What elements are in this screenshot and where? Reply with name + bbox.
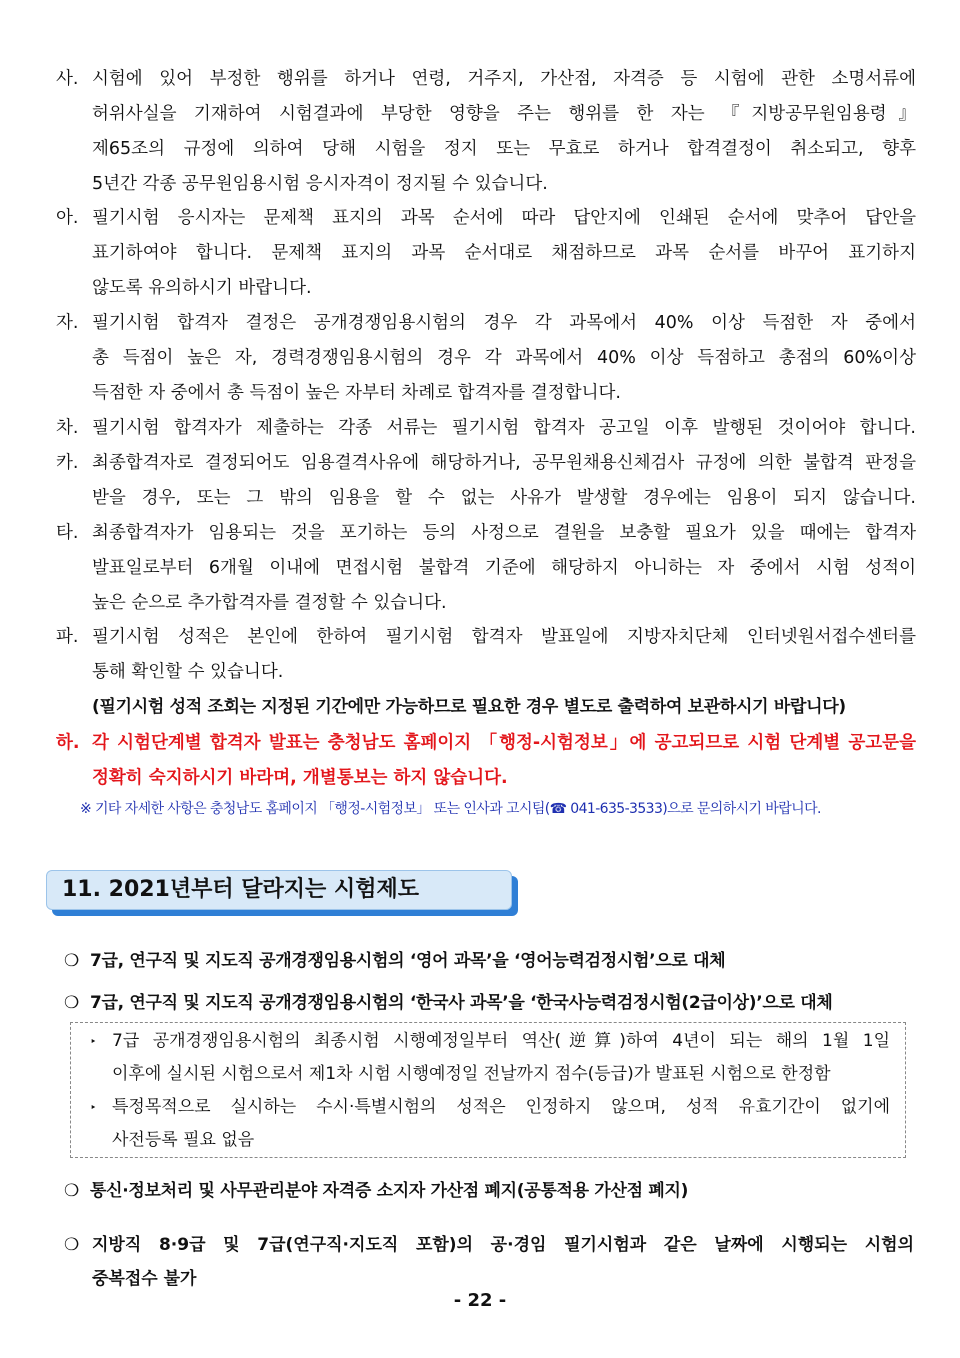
- item-line: 각 시험단계별 합격자 발표는 충청남도 홈페이지 「행정-시험정보」에 공고되므로 시험 단계별 공고문을: [92, 733, 916, 753]
- item-line: 높은 순으로 추가합격자를 결정할 수 있습니다.: [92, 593, 447, 613]
- bullet-text: 통신·정보처리 및 사무관리분야 자격증 소지자 가산점 폐지(공통적용 가산점 폐지): [90, 1181, 689, 1201]
- item-mark: 아.: [56, 208, 79, 228]
- item-mark: 자.: [56, 313, 79, 333]
- triangle-bullet-icon: ‣: [90, 1101, 97, 1114]
- triangle-bullet-icon: ‣: [90, 1035, 97, 1048]
- item-line: 않도록 유의하시기 바랍니다.: [92, 278, 312, 298]
- item-line: 정확히 숙지하시기 바라며, 개별통보는 하지 않습니다.: [92, 768, 508, 788]
- section-title: 11. 2021년부터 달라지는 시험제도: [62, 877, 419, 902]
- section-header: [46, 870, 516, 914]
- item-line: 발표일로부터 6개월 이내에 면접시험 불합격 기준에 해당하지 아니하는 자 중에서 시험 성적이: [92, 558, 916, 578]
- item-pa: [56, 620, 916, 690]
- item-mark: 파.: [56, 627, 79, 647]
- sub-item-validity: [90, 1025, 890, 1091]
- item-line: 득점한 자 중에서 총 득점이 높은 자부터 차례로 합격자를 결정합니다.: [92, 383, 621, 403]
- item-line: 표기하여야 합니다. 문제책 표지의 과목 순서대로 채점하므로 과목 순서를 바꾸어 표기하지: [92, 243, 916, 263]
- item-mark: 타.: [56, 523, 79, 543]
- item-line: 허위사실을 기재하여 시험결과에 부당한 영향을 주는 행위를 한 자는 『지방공무원임용령』: [92, 104, 916, 124]
- circle-bullet-icon: ❍: [64, 993, 79, 1013]
- circle-bullet-icon: ❍: [64, 951, 79, 971]
- item-mark: 사.: [56, 69, 79, 89]
- item-sa: [56, 62, 916, 202]
- item-cha: [56, 411, 916, 446]
- item-line: 필기시험 합격자 결정은 공개경쟁임용시험의 경우 각 과목에서 40% 이상 득점한 자 중에서: [92, 313, 916, 333]
- item-ja: [56, 306, 916, 411]
- bullet-text: 7급, 연구직 및 지도직 공개경쟁임용시험의 ‘영어 과목’을 ‘영어능력검정시험’으로 대체: [90, 951, 726, 971]
- bullet-line: 지방직 8·9급 및 7급(연구직·지도직 포함)의 공·경임 필기시험과 같은 날짜에 시행되는 시험의: [92, 1235, 914, 1255]
- item-line: 필기시험 합격자가 제출하는 각종 서류는 필기시험 합격자 공고일 이후 발행된 것이어야 합니다.: [92, 418, 916, 438]
- score-inquiry-note: (필기시험 성적 조회는 지정된 기간에만 가능하므로 필요한 경우 별도로 출력하여 보관하시기 바랍니다): [92, 697, 846, 717]
- sub-line: 사전등록 필요 없음: [112, 1130, 255, 1150]
- bullet-text: 7급, 연구직 및 지도직 공개경쟁임용시험의 ‘한국사 과목’을 ‘한국사능력검정시험(2급이상)’으로 대체: [90, 993, 833, 1013]
- bullet-bonus-abolish: [64, 1174, 914, 1208]
- item-line: 시험에 있어 부정한 행위를 하거나 연령, 거주지, 가산점, 자격증 등 시험에 관한 소명서류에: [92, 69, 916, 89]
- bullet-english: [64, 944, 914, 978]
- bullet-line: 중복접수 불가: [92, 1269, 197, 1289]
- item-line: 받을 경우, 또는 그 밖의 임용을 할 수 없는 사유가 발생할 경우에는 임용이 되지 않습니다.: [92, 488, 916, 508]
- circle-bullet-icon: ❍: [64, 1235, 80, 1255]
- sub-line: 이후에 실시된 시험으로서 제1차 시험 시행예정일 전날까지 점수(등급)가 발표된 시험으로 한정함: [112, 1064, 831, 1084]
- circle-bullet-icon: ❍: [64, 1181, 79, 1201]
- bullet-duplicate-application: [64, 1228, 914, 1296]
- item-mark: 하.: [56, 733, 80, 753]
- item-ha: [56, 726, 916, 796]
- item-line: 총 득점이 높은 자, 경력경쟁임용시험의 경우 각 과목에서 40% 이상 득점하고 총점의 60%이상: [92, 348, 916, 368]
- sub-line: 특정목적으로 실시하는 수시·특별시험의 성적은 인정하지 않으며, 성적 유효기간이 없기에: [112, 1097, 890, 1117]
- item-line: 최종합격자가 임용되는 것을 포기하는 등의 사정으로 결원을 보충할 필요가 있을 때에는 합격자: [92, 523, 916, 543]
- item-a: [56, 201, 916, 306]
- page-number: - 22 -: [453, 1290, 507, 1311]
- item-line: 필기시험 응시자는 문제책 표지의 과목 순서에 따라 답안지에 인쇄된 순서에 맞추어 답안을: [92, 208, 916, 228]
- item-ka: [56, 446, 916, 516]
- item-ta: [56, 516, 916, 621]
- item-line: 5년간 각종 공무원임용시험 응시자격이 정지될 수 있습니다.: [92, 174, 548, 194]
- item-line: 제65조의 규정에 의하여 당해 시험을 정지 또는 무효로 하거나 합격결정이 취소되고, 향후: [92, 139, 916, 159]
- contact-note: ※ 기타 자세한 사항은 충청남도 홈페이지 「행정-시험정보」 또는 인사과 고시팀(☎ 041-635-3533)으로 문의하시기 바랍니다.: [80, 801, 821, 817]
- bullet-korean-history: [64, 986, 914, 1020]
- item-mark: 카.: [56, 453, 79, 473]
- item-line: 필기시험 성적은 본인에 한하여 필기시험 합격자 발표일에 지방자치단체 인터넷원서접수센터를: [92, 627, 916, 647]
- sub-line: 7급 공개경쟁임용시험의 최종시험 시행예정일부터 역산(逆算)하여 4년이 되는 해의 1월 1일: [112, 1031, 890, 1051]
- item-line: 통해 확인할 수 있습니다.: [92, 662, 284, 682]
- item-mark: 차.: [56, 418, 79, 438]
- sub-item-special: [90, 1091, 890, 1157]
- item-line: 최종합격자로 결정되어도 임용결격사유에 해당하거나, 공무원채용신체검사 규정에 의한 불합격 판정을: [92, 453, 916, 473]
